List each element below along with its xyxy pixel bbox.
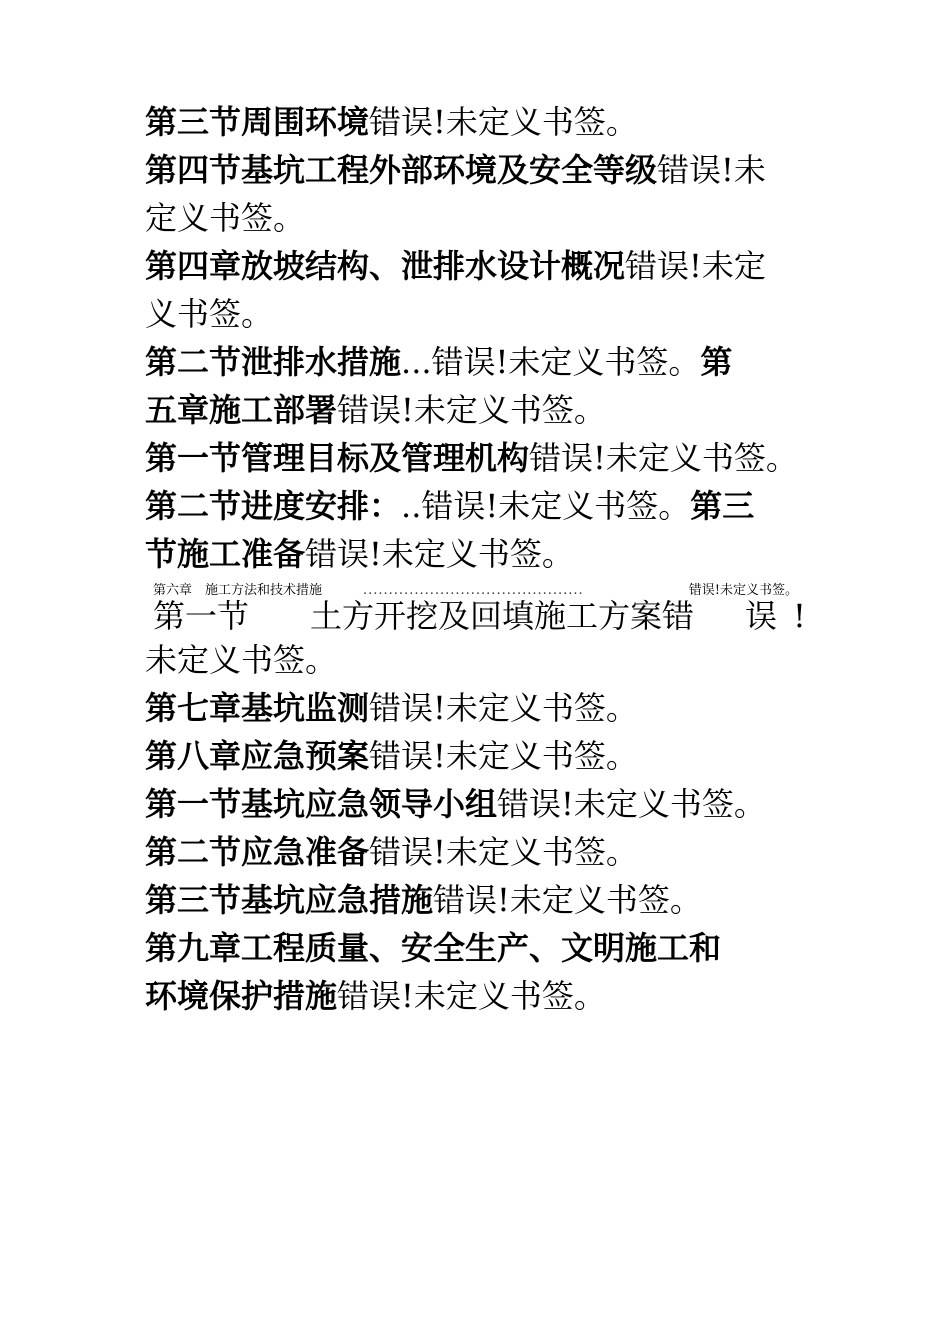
toc-entry-title: 第一节基坑应急领导小组 (145, 785, 498, 823)
toc-entry[interactable] (145, 386, 835, 434)
toc-entry-title: 土方开挖及回填施工方案错 (310, 597, 695, 635)
toc-entry-error: 错误!未定义书签。 (369, 833, 638, 871)
toc-entry-title: 第六章 施工方法和技术措施 (153, 583, 323, 598)
table-of-contents (145, 98, 835, 1020)
toc-entry-continuation (145, 636, 835, 684)
toc-entry-title: 第三节周围环境 (145, 103, 370, 141)
toc-entry[interactable] (145, 146, 835, 194)
toc-entry-section61[interactable] (145, 596, 806, 636)
toc-entry[interactable] (145, 972, 835, 1020)
toc-entry-title: 第四章放坡结构、泄排水设计概况 (145, 247, 626, 285)
toc-entry-title: 第二节进度安排： (145, 487, 402, 525)
toc-entry-continuation (145, 194, 835, 242)
toc-entry-title-start: 第三 (690, 487, 755, 525)
toc-entry-error: 错误!未定义书签。 (433, 881, 702, 919)
toc-entry-title: 第三节基坑应急措施 (145, 881, 434, 919)
toc-entry[interactable] (145, 530, 835, 578)
toc-entry-title: 第一节管理目标及管理机构 (145, 439, 530, 477)
toc-entry-title: 第七章基坑监测 (145, 689, 370, 727)
toc-section-number: 第一节 (153, 597, 250, 635)
toc-entry-title: 第八章应急预案 (145, 737, 370, 775)
toc-entry-error: 误 (745, 597, 778, 635)
toc-entry-error: 错误!未定义书签。 (369, 737, 638, 775)
toc-entry[interactable] (145, 684, 835, 732)
toc-entry[interactable] (145, 434, 835, 482)
toc-entry-error: 错误!未定义书签。 (369, 689, 638, 727)
toc-entry-error: 错误!未定义书签。 (497, 785, 766, 823)
toc-entry-error: ! (793, 597, 806, 635)
toc-entry-title: 第四节基坑工程外部环境及安全等级 (145, 151, 658, 189)
toc-entry-error: ..错误!未定义书签。 (401, 487, 691, 525)
toc-entry[interactable] (145, 828, 835, 876)
toc-entry-error: 错误!未定义书签。 (688, 583, 798, 598)
toc-entry-title: 第二节应急准备 (145, 833, 370, 871)
toc-entry-error: 义书签。 (145, 295, 274, 333)
toc-entry-title: 第九章工程质量、安全生产、文明施工和 (145, 929, 722, 967)
toc-entry-error: 错误!未定义书签。 (337, 977, 606, 1015)
toc-entry-title: 节施工准备 (145, 535, 306, 573)
toc-entry[interactable] (145, 482, 835, 530)
toc-entry[interactable] (145, 732, 835, 780)
toc-entry-title: 五章施工部署 (145, 391, 338, 429)
toc-entry-error: 错误!未定 (625, 247, 766, 285)
toc-entry[interactable] (145, 338, 835, 386)
toc-entry-title-start: 第 (700, 343, 733, 381)
toc-entry[interactable] (145, 242, 835, 290)
toc-entry-title: 第二节泄排水措施 (145, 343, 402, 381)
toc-entry-error: ...错误!未定义书签。 (401, 343, 701, 381)
toc-entry[interactable] (145, 924, 835, 972)
toc-entry-error: 未定义书签。 (145, 641, 338, 679)
toc-entry-error: 错误!未定义书签。 (529, 439, 798, 477)
toc-entry-title: 环境保护措施 (145, 977, 338, 1015)
toc-entry-error: 错误!未定义书签。 (337, 391, 606, 429)
toc-entry-error: 错误!未定义书签。 (305, 535, 574, 573)
toc-entry-error: 错误!未定义书签。 (369, 103, 638, 141)
toc-entry-error: 错误!未 (657, 151, 766, 189)
toc-leader-dots: ........................................... (363, 583, 584, 598)
toc-entry[interactable] (145, 98, 835, 146)
toc-entry[interactable] (145, 780, 835, 828)
toc-entry-continuation (145, 290, 835, 338)
toc-entry[interactable] (145, 876, 835, 924)
toc-entry-error: 定义书签。 (145, 199, 306, 237)
